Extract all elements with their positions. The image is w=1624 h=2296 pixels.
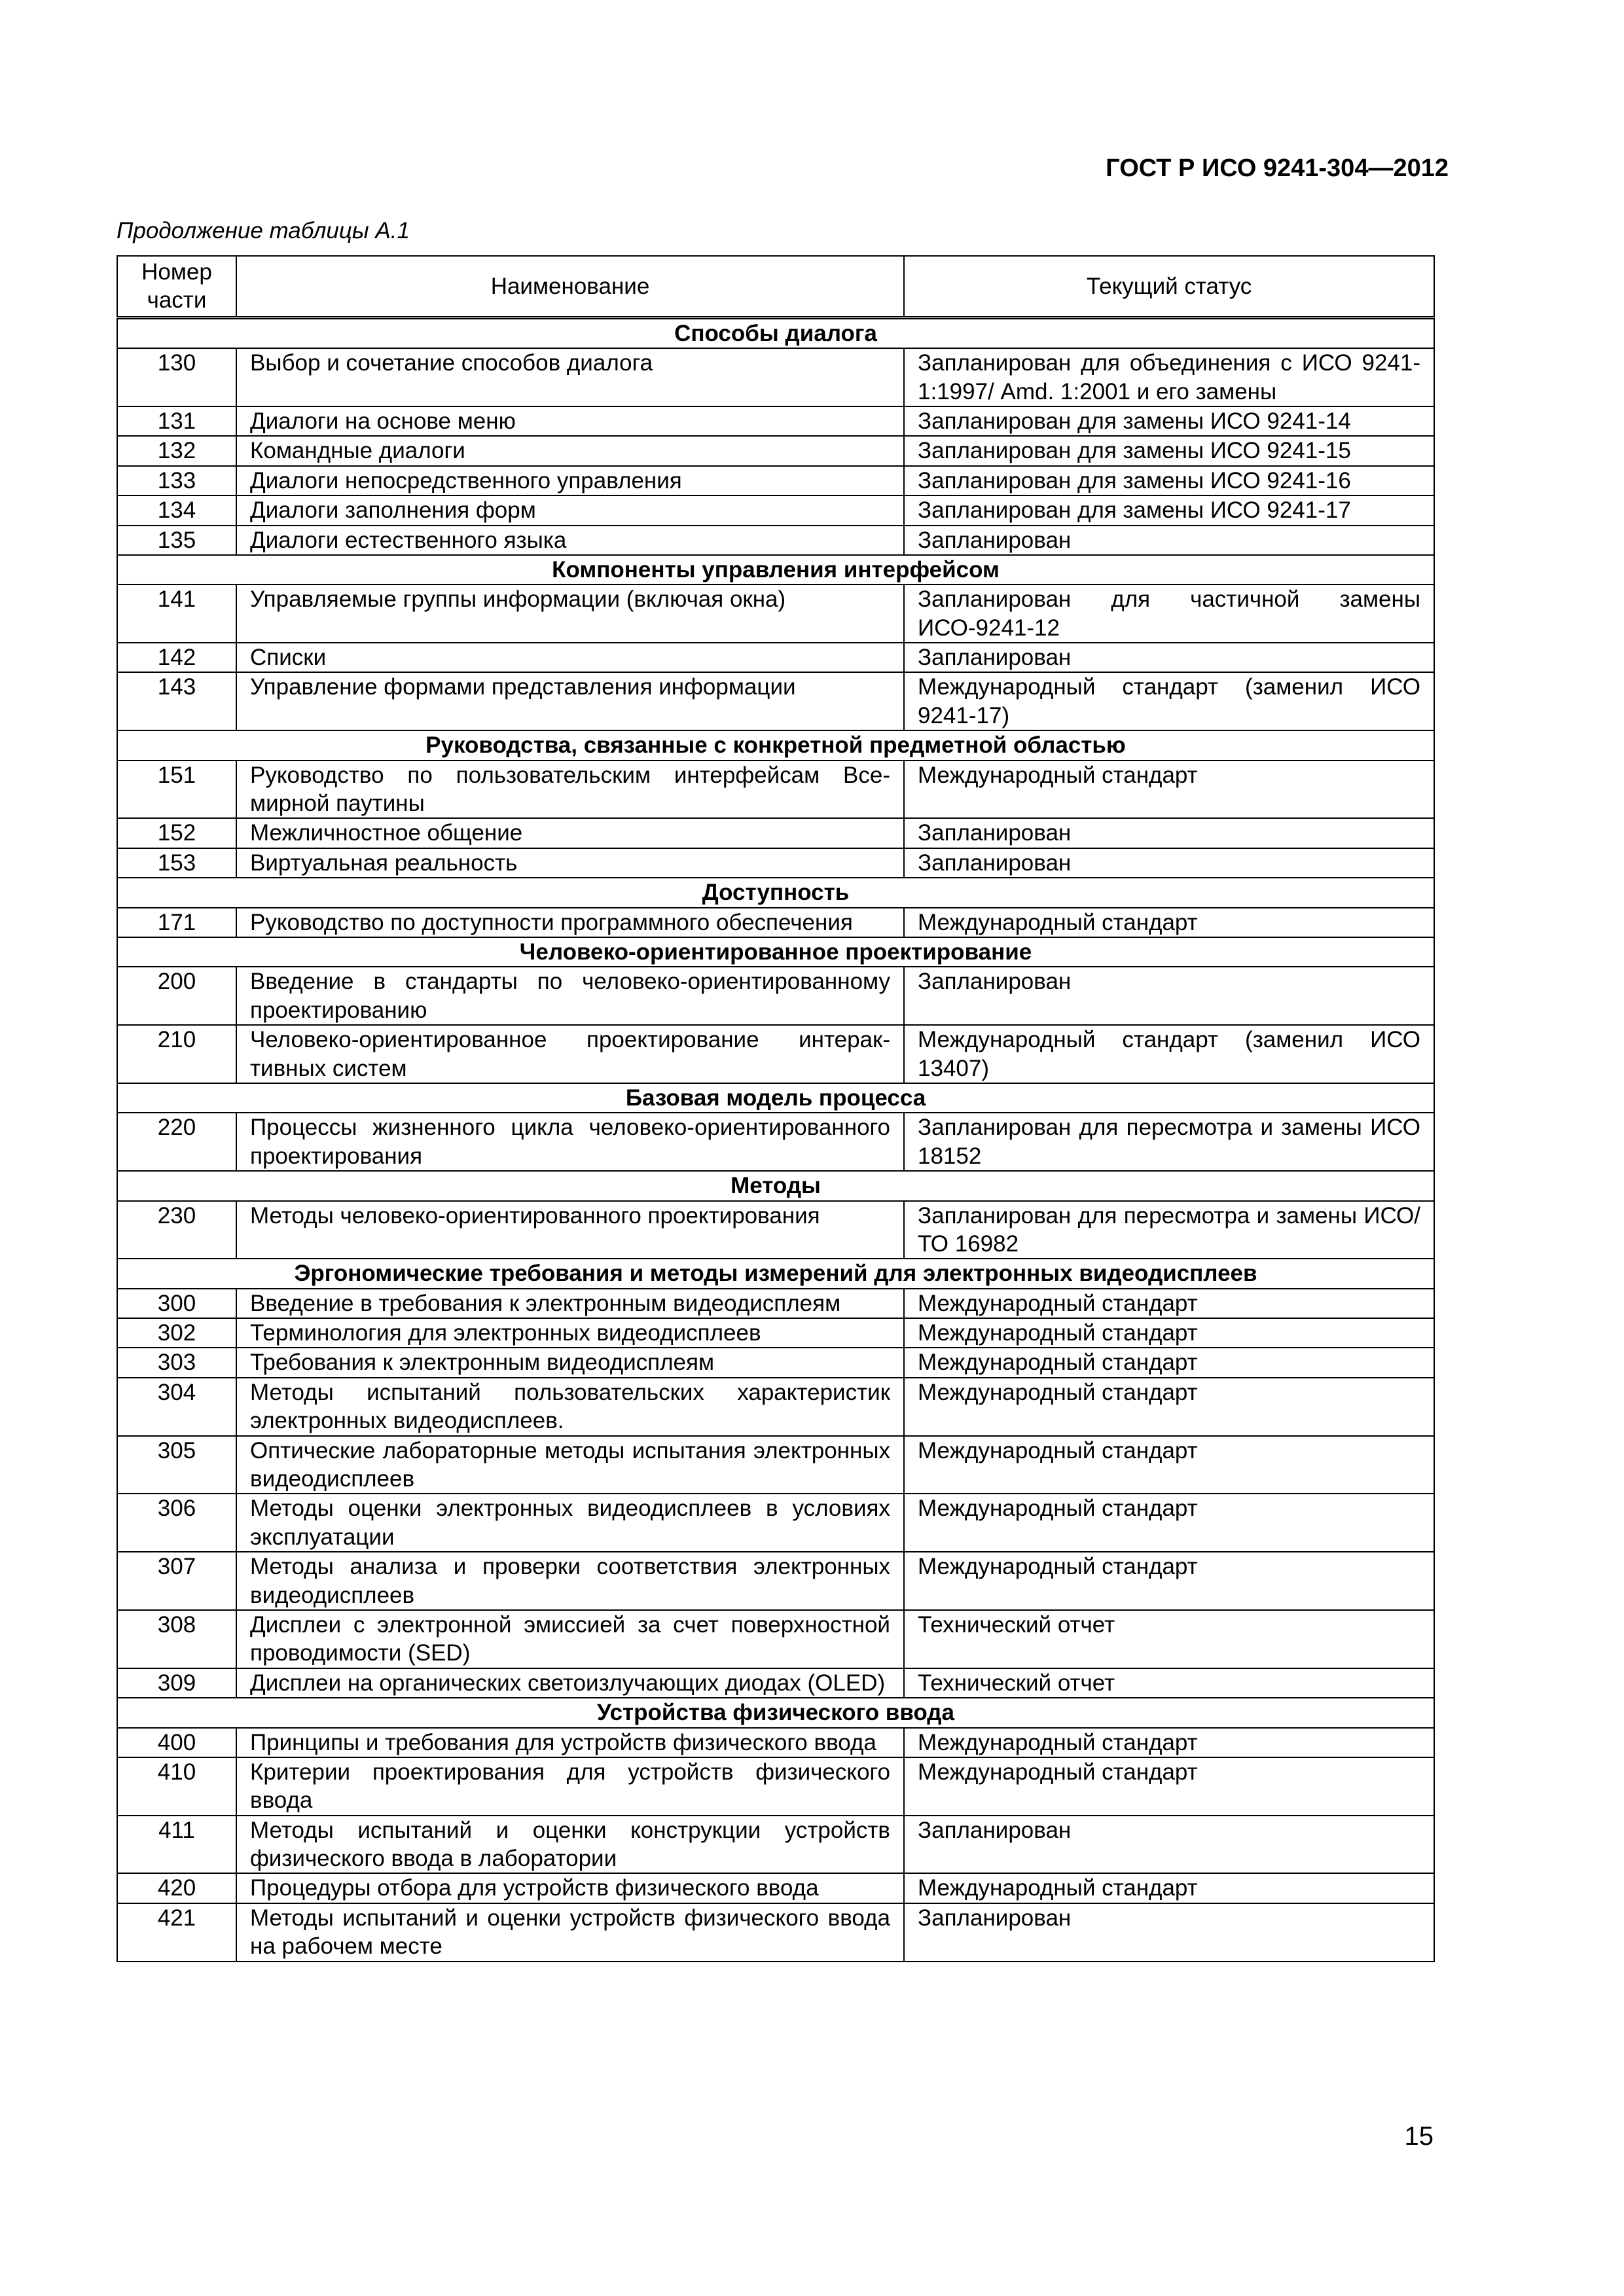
- part-name-cell: Командные диалоги: [236, 436, 904, 465]
- section-title: Способы диалога: [117, 317, 1434, 348]
- part-number-cell: 308: [117, 1610, 236, 1668]
- status-cell: Международный стандарт: [904, 1494, 1434, 1552]
- table-body: [117, 317, 1434, 1961]
- part-name-cell: Критерии проектирования для устройств физического ввода: [236, 1757, 904, 1816]
- table-section-row: [117, 555, 1434, 584]
- status-cell: Запланирован: [904, 643, 1434, 672]
- part-number-cell: 302: [117, 1318, 236, 1348]
- status-cell: Запланирован: [904, 967, 1434, 1025]
- section-title: Человеко-ориентированное проектирование: [117, 937, 1434, 967]
- part-name-cell: Введение в требования к электронным видеодисплеям: [236, 1289, 904, 1318]
- part-number-cell: 307: [117, 1552, 236, 1610]
- part-number-cell: 132: [117, 436, 236, 465]
- section-title: Доступность: [117, 878, 1434, 907]
- part-name-cell: Человеко-ориентированное проектирование интерактивных систем: [236, 1025, 904, 1083]
- part-number-cell: 142: [117, 643, 236, 672]
- status-cell: Международный стандарт: [904, 908, 1434, 937]
- section-title: Базовая модель процесса: [117, 1083, 1434, 1113]
- status-cell: Запланирован для пересмотра и замены ИСО/ТО 16982: [904, 1201, 1434, 1259]
- table-row: [117, 761, 1434, 819]
- part-number-cell: 143: [117, 672, 236, 730]
- part-name-cell: Введение в стандарты по человеко-ориентированному проектированию: [236, 967, 904, 1025]
- table-row: [117, 1668, 1434, 1698]
- section-title: Устройства физического ввода: [117, 1698, 1434, 1727]
- table-section-row: [117, 1083, 1434, 1113]
- standards-table: [117, 255, 1435, 1962]
- part-name-cell: Руководство по пользовательским интерфейсам Всемирной паутины: [236, 761, 904, 819]
- part-number-cell: 210: [117, 1025, 236, 1083]
- part-number-cell: 134: [117, 495, 236, 525]
- status-cell: Международный стандарт: [904, 1873, 1434, 1903]
- page-number: 15: [1404, 2122, 1434, 2151]
- table-row: [117, 348, 1434, 406]
- status-cell: Запланирован для пересмотра и замены ИСО 18152: [904, 1113, 1434, 1171]
- table-row: [117, 1378, 1434, 1436]
- status-cell: Технический отчет: [904, 1610, 1434, 1668]
- table-row: [117, 643, 1434, 672]
- part-name-cell: Дисплеи с электронной эмиссией за счет поверхностной проводимости (SED): [236, 1610, 904, 1668]
- part-number-cell: 230: [117, 1201, 236, 1259]
- table-row: [117, 1318, 1434, 1348]
- part-number-cell: 152: [117, 818, 236, 848]
- status-cell: Международный стандарт: [904, 761, 1434, 819]
- table-section-row: [117, 730, 1434, 760]
- part-name-cell: Требования к электронным видеодисплеям: [236, 1348, 904, 1377]
- column-header-number: Номер части: [117, 256, 236, 317]
- part-number-cell: 309: [117, 1668, 236, 1698]
- table-row: [117, 406, 1434, 436]
- table-section-row: [117, 1171, 1434, 1200]
- table-row: [117, 1610, 1434, 1668]
- table-row: [117, 1873, 1434, 1903]
- part-name-cell: Методы испытаний и оценки устройств физического ввода на рабочем месте: [236, 1903, 904, 1962]
- status-cell: Международный стандарт: [904, 1348, 1434, 1377]
- table-row: [117, 1201, 1434, 1259]
- table-section-row: [117, 937, 1434, 967]
- table-row: [117, 1113, 1434, 1171]
- table-caption: Продолжение таблицы А.1: [117, 218, 410, 243]
- section-title: Руководства, связанные с конкретной предметной областью: [117, 730, 1434, 760]
- status-cell: Запланирован: [904, 818, 1434, 848]
- part-name-cell: Процедуры отбора для устройств физического ввода: [236, 1873, 904, 1903]
- part-number-cell: 135: [117, 526, 236, 555]
- part-number-cell: 400: [117, 1728, 236, 1757]
- part-number-cell: 171: [117, 908, 236, 937]
- table-row: [117, 1436, 1434, 1494]
- table-row: [117, 1289, 1434, 1318]
- table-row: [117, 1728, 1434, 1757]
- part-number-cell: 410: [117, 1757, 236, 1816]
- part-name-cell: Методы оценки электронных видеодисплеев в условиях эксплуатации: [236, 1494, 904, 1552]
- status-cell: Международный стандарт: [904, 1728, 1434, 1757]
- status-cell: Запланирован: [904, 1816, 1434, 1874]
- part-name-cell: Диалоги естественного языка: [236, 526, 904, 555]
- part-name-cell: Диалоги на основе меню: [236, 406, 904, 436]
- column-header-name: Наименование: [236, 256, 904, 317]
- part-name-cell: Методы анализа и проверки соответствия электронных видеодисплеев: [236, 1552, 904, 1610]
- status-cell: Международный стандарт: [904, 1552, 1434, 1610]
- table-row: [117, 495, 1434, 525]
- part-name-cell: Списки: [236, 643, 904, 672]
- table-row: [117, 584, 1434, 643]
- part-number-cell: 411: [117, 1816, 236, 1874]
- status-cell: Технический отчет: [904, 1668, 1434, 1698]
- table-row: [117, 818, 1434, 848]
- status-cell: Запланирован: [904, 526, 1434, 555]
- part-name-cell: Методы испытаний и оценки конструкции устройств физического ввода в лаборатории: [236, 1816, 904, 1874]
- part-name-cell: Дисплеи на органических светоизлучающих диодах (OLED): [236, 1668, 904, 1698]
- section-title: Методы: [117, 1171, 1434, 1200]
- table-row: [117, 672, 1434, 730]
- status-cell: Запланирован для частичной замены ИСО-9241-12: [904, 584, 1434, 643]
- part-number-cell: 200: [117, 967, 236, 1025]
- part-name-cell: Руководство по доступности программного обеспечения: [236, 908, 904, 937]
- part-number-cell: 131: [117, 406, 236, 436]
- table-section-row: [117, 878, 1434, 907]
- part-number-cell: 151: [117, 761, 236, 819]
- part-name-cell: Управляемые группы информации (включая окна): [236, 584, 904, 643]
- part-name-cell: Управление формами представления информации: [236, 672, 904, 730]
- table-row: [117, 1025, 1434, 1083]
- status-cell: Запланирован: [904, 848, 1434, 878]
- section-title: Эргономические требования и методы измерений для электронных видеодисплеев: [117, 1259, 1434, 1288]
- part-name-cell: Терминология для электронных видеодисплеев: [236, 1318, 904, 1348]
- part-name-cell: Диалоги непосредственного управления: [236, 466, 904, 495]
- table-section-row: [117, 1259, 1434, 1288]
- part-number-cell: 220: [117, 1113, 236, 1171]
- part-number-cell: 420: [117, 1873, 236, 1903]
- table-row: [117, 1903, 1434, 1962]
- status-cell: Запланирован для замены ИСО 9241-15: [904, 436, 1434, 465]
- table-header-row: [117, 256, 1434, 317]
- table-row: [117, 1348, 1434, 1377]
- document-code: ГОСТ Р ИСО 9241-304—2012: [1106, 154, 1449, 182]
- status-cell: Запланирован для объединения с ИСО 9241-1:1997/ Amd. 1:2001 и его замены: [904, 348, 1434, 406]
- part-name-cell: Выбор и сочетание способов диалога: [236, 348, 904, 406]
- status-cell: Запланирован для замены ИСО 9241-14: [904, 406, 1434, 436]
- table-row: [117, 1494, 1434, 1552]
- table-row: [117, 967, 1434, 1025]
- part-number-cell: 300: [117, 1289, 236, 1318]
- status-cell: Запланирован: [904, 1903, 1434, 1962]
- table-row: [117, 848, 1434, 878]
- table-row: [117, 1816, 1434, 1874]
- section-title: Компоненты управления интерфейсом: [117, 555, 1434, 584]
- status-cell: Запланирован для замены ИСО 9241-17: [904, 495, 1434, 525]
- table-row: [117, 1552, 1434, 1610]
- part-number-cell: 130: [117, 348, 236, 406]
- table-row: [117, 466, 1434, 495]
- table-section-row: [117, 1698, 1434, 1727]
- status-cell: Международный стандарт: [904, 1378, 1434, 1436]
- part-number-cell: 133: [117, 466, 236, 495]
- part-name-cell: Методы испытаний пользовательских характеристик электронных видеодисплеев.: [236, 1378, 904, 1436]
- table-section-row: [117, 317, 1434, 348]
- part-name-cell: Принципы и требования для устройств физического ввода: [236, 1728, 904, 1757]
- table-header: [117, 256, 1434, 317]
- status-cell: Международный стандарт: [904, 1436, 1434, 1494]
- part-number-cell: 304: [117, 1378, 236, 1436]
- status-cell: Международный стандарт: [904, 1289, 1434, 1318]
- status-cell: Международный стандарт: [904, 1757, 1434, 1816]
- part-number-cell: 153: [117, 848, 236, 878]
- part-number-cell: 305: [117, 1436, 236, 1494]
- part-name-cell: Методы человеко-ориентированного проектирования: [236, 1201, 904, 1259]
- part-name-cell: Процессы жизненного цикла человеко-ориентированного проектирования: [236, 1113, 904, 1171]
- part-name-cell: Диалоги заполнения форм: [236, 495, 904, 525]
- part-number-cell: 303: [117, 1348, 236, 1377]
- table-row: [117, 1757, 1434, 1816]
- table-row: [117, 436, 1434, 465]
- status-cell: Международный стандарт: [904, 1318, 1434, 1348]
- status-cell: Запланирован для замены ИСО 9241-16: [904, 466, 1434, 495]
- table-row: [117, 526, 1434, 555]
- table-row: [117, 908, 1434, 937]
- status-cell: Международный стандарт (заменил ИСО 13407): [904, 1025, 1434, 1083]
- column-header-status: Текущий статус: [904, 256, 1434, 317]
- status-cell: Международный стандарт (заменил ИСО 9241-17): [904, 672, 1434, 730]
- part-name-cell: Межличностное общение: [236, 818, 904, 848]
- part-name-cell: Виртуальная реальность: [236, 848, 904, 878]
- part-name-cell: Оптические лабораторные методы испытания электронных видеодисплеев: [236, 1436, 904, 1494]
- part-number-cell: 141: [117, 584, 236, 643]
- part-number-cell: 421: [117, 1903, 236, 1962]
- part-number-cell: 306: [117, 1494, 236, 1552]
